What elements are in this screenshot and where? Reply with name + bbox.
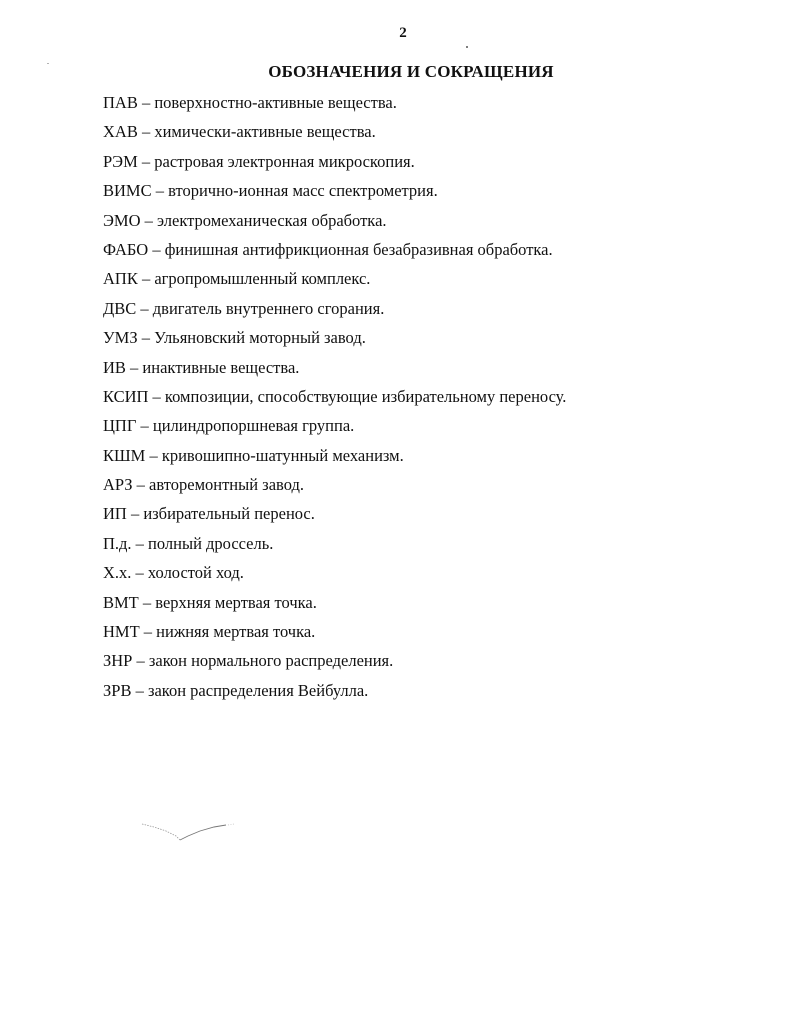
abbreviation-item: ИВ – инактивные вещества.: [103, 357, 300, 377]
abbreviation-item: ВИМС – вторично-ионная масс спектрометрия.: [103, 181, 438, 201]
abbreviation-item: ИП – избирательный перенос.: [103, 504, 315, 524]
abbreviation-item: НМТ – нижняя мертвая точка.: [103, 622, 316, 642]
abbreviation-item: ХАВ – химически-активные вещества.: [103, 122, 376, 142]
abbreviation-item: ЭМО – электромеханическая обработка.: [103, 210, 387, 230]
abbreviation-list: [103, 92, 566, 709]
abbreviation-item: ЦПГ – цилиндропоршневая группа.: [103, 416, 355, 436]
abbreviation-item: ВМТ – верхняя мертвая точка.: [103, 592, 317, 612]
abbreviation-item: П.д. – полный дроссель.: [103, 533, 274, 553]
abbreviation-item: АРЗ – авторемонтный завод.: [103, 475, 304, 495]
page-title: ОБОЗНАЧЕНИЯ И СОКРАЩЕНИЯ: [268, 62, 554, 81]
abbreviation-item: ПАВ – поверхностно-активные вещества.: [103, 93, 397, 112]
abbreviation-item: РЭМ – растровая электронная микроскопия.: [103, 151, 415, 171]
abbreviation-item: ДВС – двигатель внутреннего сгорания.: [103, 298, 385, 318]
abbreviation-item: ФАБО – финишная антифрикционная безабразивная обработка.: [103, 239, 553, 259]
abbreviation-item: КСИП – композиции, способствующие избирательному переносу.: [103, 386, 567, 406]
abbreviation-item: КШМ – кривошипно-шатунный механизм.: [103, 445, 404, 465]
abbreviation-item: Х.х. – холостой ход.: [103, 563, 244, 583]
scan-speck: [466, 46, 468, 48]
abbreviation-item: АПК – агропромышленный комплекс.: [103, 269, 371, 289]
page-number: 2: [399, 25, 407, 41]
abbreviation-item: УМЗ – Ульяновский моторный завод.: [103, 328, 366, 348]
pencil-mark: [140, 818, 240, 848]
abbreviation-item: ЗРВ – закон распределения Вейбулла.: [103, 680, 369, 700]
abbreviation-item: ЗНР – закон нормального распределения.: [103, 651, 394, 671]
